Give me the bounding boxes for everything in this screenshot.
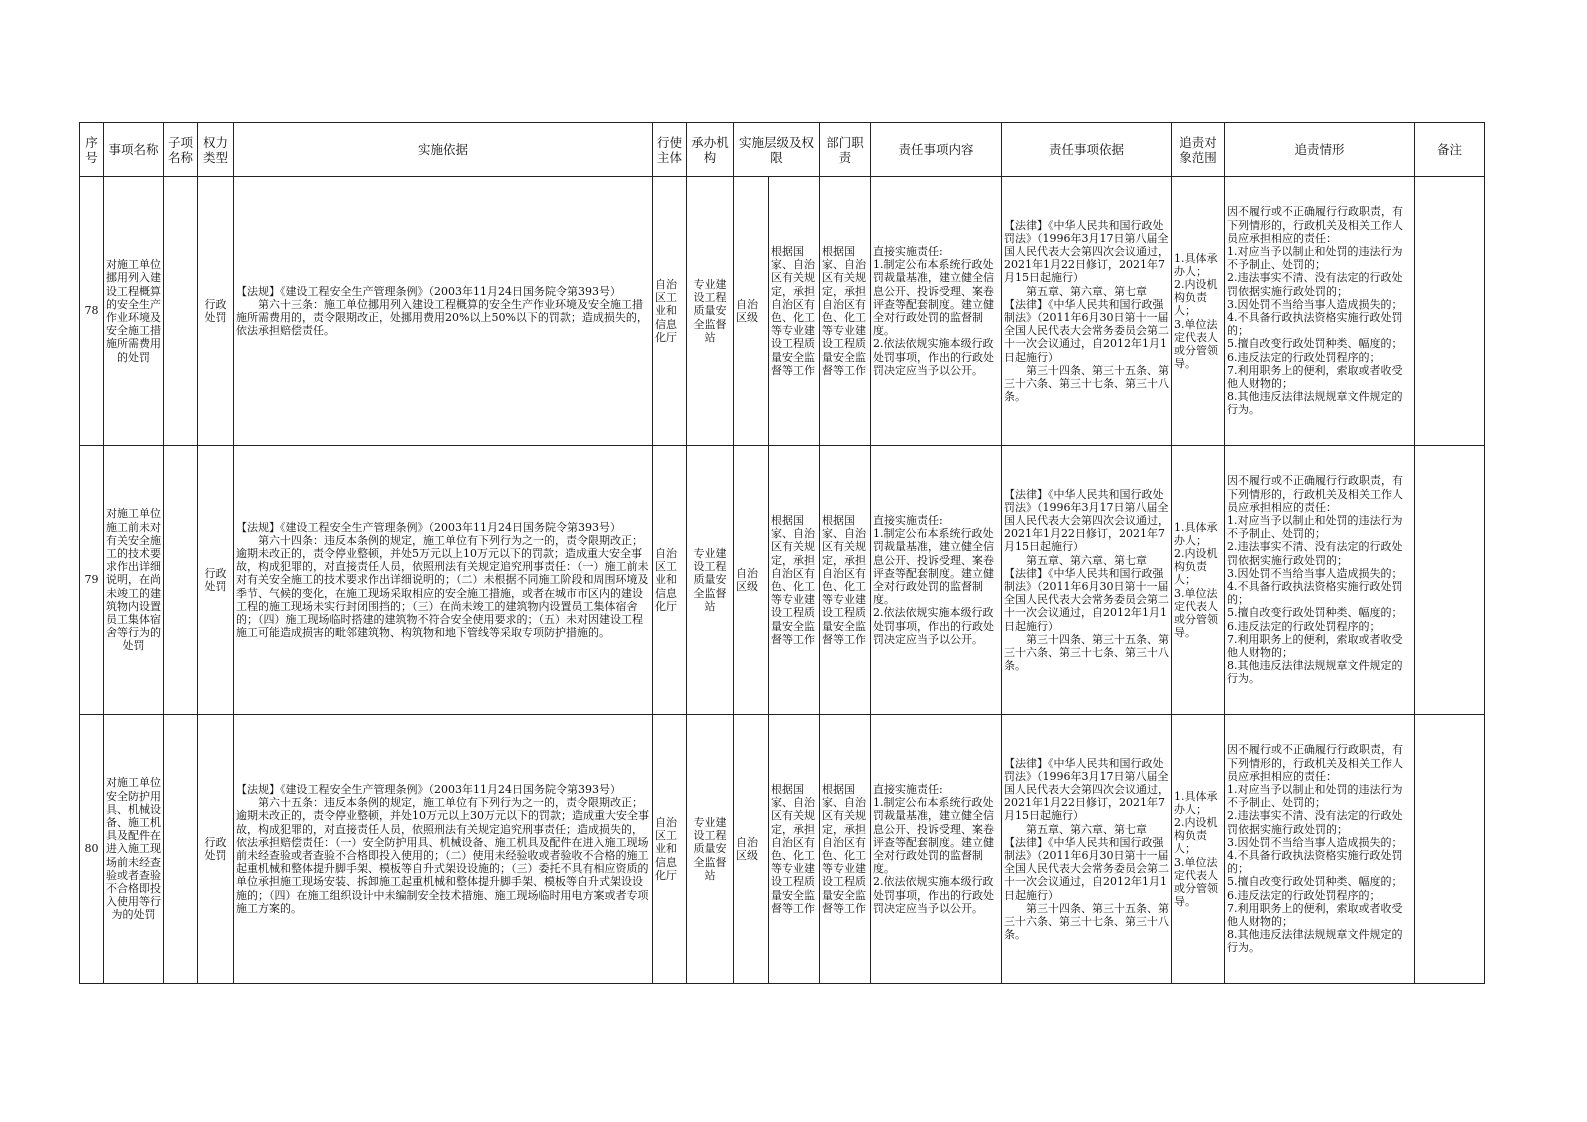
- row-name: 对施工单位施工前未对有关安全施工的技术要求作出详细说明，在尚未竣工的建筑物内设置员工集体宿舍等行为的处罚: [104, 446, 164, 715]
- row-basis: [234, 446, 653, 715]
- row-target: 1.具体承办人； 2.内设机构负责人； 3.单位法定代表人或分管领导。: [1172, 177, 1225, 446]
- row-no: 80: [80, 715, 104, 984]
- header-type: 权力类型: [198, 123, 234, 177]
- row-level: 自治区级: [734, 446, 769, 715]
- header-no: 序号: [80, 123, 104, 177]
- row-remark: [1415, 177, 1485, 446]
- row-resp: 直接实施责任: 1.制定公布本系统行政处罚裁量基准，建立健全信息公开、投诉受理、案卷评查等配套制度。建立健全对行政处罚的监督制度。 2.依法依规实施本级行政处罚事项，作出的行政处罚决定应当予以公开。: [871, 446, 1002, 715]
- header-name: 事项名称: [104, 123, 164, 177]
- row-name: 对施工单位安全防护用具、机械设备、施工机具及配件在进入施工现场前未经查验或者查验不合格即投入使用等行为的处罚: [104, 715, 164, 984]
- row-basis-title: 【法规】《建设工程安全生产管理条例》（2003年11月24日国务院令第393号）: [236, 782, 621, 796]
- header-sub: 子项名称: [164, 123, 198, 177]
- row-type: 行政处罚: [198, 715, 234, 984]
- row-basis-body: 第六十五条：违反本条例的规定，施工单位有下列行为之一的，责令限期改正；逾期未改正的，责令停业整顿，并处10万元以上30万元以下的罚款；造成重大安全事故，构成犯罪的，对直接责任人员，依照刑法有关规定追究刑事责任；造成损失的，依法承担赔偿责任：（一）安全防护用具、机械设备、施工机具及配件在进入施工现场前未经查验或者查验不合格即投入使用的；（二）使用未经验收或者验收不合格的施工起重机械和整体提升脚手架、模板等自升式架设设施的；（三）委托不具有相应资质的单位承担施工现场安装、拆卸施工起重机械和整体提升脚手架、模板等自升式架设设施的；（四）在施工组织设计中未编制安全技术措施、施工现场临时用电方案或者专项施工方案的。: [236, 796, 649, 915]
- table-row: [80, 177, 1485, 446]
- row-level-scope: 根据国家、自治区有关规定，承担自治区有色、化工等专业建设工程质量安全监督等工作: [769, 177, 820, 446]
- header-remark: 备注: [1415, 123, 1485, 177]
- row-accountability: 因不履行或不正确履行行政职责，有下列情形的，行政机关及相关工作人员应承担相应的责任： 1.对应当予以制止和处罚的违法行为不予制止、处罚的； 2.违法事实不清、没有法定的行政处罚依据实施行政处罚的； 3.因处罚不当给当事人造成损失的； 4.不具备行政执法资格实施行政处罚的； 5.擅自改变行政处罚种类、幅度的； 6.违反法定的行政处罚程序的； 7.利用职务上的便利，索取或者收受他人财物的； 8.其他违反法律法规规章文件规定的行为。: [1225, 177, 1415, 446]
- row-resp: 直接实施责任: 1.制定公布本系统行政处罚裁量基准，建立健全信息公开、投诉受理、案卷评查等配套制度。建立健全对行政处罚的监督制度。 2.依法依规实施本级行政处罚事项，作出的行政处罚决定应当予以公开。: [871, 715, 1002, 984]
- row-target: 1.具体承办人； 2.内设机构负责人； 3.单位法定代表人或分管领导。: [1172, 715, 1225, 984]
- header-target: 追责对象范围: [1172, 123, 1225, 177]
- row-level: 自治区级: [734, 177, 769, 446]
- row-subject: 自治区工业和信息化厅: [653, 177, 687, 446]
- row-resp: 直接实施责任: 1.制定公布本系统行政处罚裁量基准，建立健全信息公开、投诉受理、案卷评查等配套制度。建立健全对行政处罚的监督制度。 2.依法依规实施本级行政处罚事项，作出的行政处罚决定应当予以公开。: [871, 177, 1002, 446]
- table-row: [80, 446, 1485, 715]
- row-basis-title: 【法规】《建设工程安全生产管理条例》（2003年11月24日国务院令第393号）: [236, 284, 621, 298]
- header-resp-basis: 责任事项依据: [1002, 123, 1172, 177]
- power-list-table: [79, 122, 1485, 984]
- row-sub: [164, 715, 198, 984]
- row-duty: 根据国家、自治区有关规定，承担自治区有色、化工等专业建设工程质量安全监督等工作: [820, 446, 871, 715]
- row-remark: [1415, 715, 1485, 984]
- row-basis-body: 第六十四条：违反本条例的规定，施工单位有下列行为之一的，责令限期改正；逾期未改正的，责令停业整顿，并处5万元以上10万元以下的罚款；造成重大安全事故，构成犯罪的，对直接责任人员，依照刑法有关规定追究刑事责任：（一）施工前未对有关安全施工的技术要求作出详细说明的；（二）未根据不同施工阶段和周围环境及季节、气候的变化，在施工现场采取相应的安全施工措施，或者在城市市区内的建设工程的施工现场未实行封闭围挡的；（三）在尚未竣工的建筑物内设置员工集体宿舍的；（四）施工现场临时搭建的建筑物不符合安全使用要求的；（五）未对因建设工程施工可能造成损害的毗邻建筑物、构筑物和地下管线等采取专项防护措施的。: [236, 533, 649, 640]
- header-basis: 实施依据: [234, 123, 653, 177]
- header-level: 实施层级及权限: [734, 123, 820, 177]
- row-org: 专业建设工程质量安全监督站: [687, 715, 734, 984]
- row-accountability: 因不履行或不正确履行行政职责，有下列情形的，行政机关及相关工作人员应承担相应的责任： 1.对应当予以制止和处罚的违法行为不予制止、处罚的； 2.违法事实不清、没有法定的行政处罚依据实施行政处罚的； 3.因处罚不当给当事人造成损失的； 4.不具备行政执法资格实施行政处罚的； 5.擅自改变行政处罚种类、幅度的； 6.违反法定的行政处罚程序的； 7.利用职务上的便利，索取或者收受他人财物的； 8.其他违反法律法规规章文件规定的行为。: [1225, 446, 1415, 715]
- row-level-scope: 根据国家、自治区有关规定，承担自治区有色、化工等专业建设工程质量安全监督等工作: [769, 715, 820, 984]
- header-subject: 行使主体: [653, 123, 687, 177]
- row-basis-title: 【法规】《建设工程安全生产管理条例》（2003年11月24日国务院令第393号）: [236, 520, 621, 534]
- row-type: 行政处罚: [198, 446, 234, 715]
- row-subject: 自治区工业和信息化厅: [653, 446, 687, 715]
- row-resp-basis: 【法律】《中华人民共和国行政处罚法》（1996年3月17日第八届全国人民代表大会第四次会议通过，2021年1月22日修订，2021年7月15日起施行） 第五章、第六章、第七章 【法律】《中华人民共和国行政强制法》（2011年6月30日第十一届全国人民代表大会常务委员会第二十一次会议通过，自2012年1月1日起施行） 第三十四条、第三十五条、第三十六条、第三十七条、第三十八条。: [1002, 446, 1172, 715]
- row-basis: [234, 177, 653, 446]
- row-org: 专业建设工程质量安全监督站: [687, 177, 734, 446]
- row-no: 78: [80, 177, 104, 446]
- row-duty: 根据国家、自治区有关规定，承担自治区有色、化工等专业建设工程质量安全监督等工作: [820, 177, 871, 446]
- row-level: 自治区级: [734, 715, 769, 984]
- row-basis-body: 第六十三条：施工单位挪用列入建设工程概算的安全生产作业环境及安全施工措施所需费用的，责令限期改正，处挪用费用20%以上50%以下的罚款；造成损失的，依法承担赔偿责任。: [236, 297, 648, 338]
- table-row: [80, 715, 1485, 984]
- header-org: 承办机构: [687, 123, 734, 177]
- row-accountability: 因不履行或不正确履行行政职责，有下列情形的，行政机关及相关工作人员应承担相应的责任： 1.对应当予以制止和处罚的违法行为不予制止、处罚的； 2.违法事实不清、没有法定的行政处罚依据实施行政处罚的； 3.因处罚不当给当事人造成损失的； 4.不具备行政执法资格实施行政处罚的； 5.擅自改变行政处罚种类、幅度的； 6.违反法定的行政处罚程序的； 7.利用职务上的便利，索取或者收受他人财物的； 8.其他违反法律法规规章文件规定的行为。: [1225, 715, 1415, 984]
- row-subject: 自治区工业和信息化厅: [653, 715, 687, 984]
- row-org: 专业建设工程质量安全监督站: [687, 446, 734, 715]
- row-basis: [234, 715, 653, 984]
- row-type: 行政处罚: [198, 177, 234, 446]
- row-name: 对施工单位挪用列入建设工程概算的安全生产作业环境及安全施工措施所需费用的处罚: [104, 177, 164, 446]
- row-target: 1.具体承办人； 2.内设机构负责人； 3.单位法定代表人或分管领导。: [1172, 446, 1225, 715]
- row-resp-basis: 【法律】《中华人民共和国行政处罚法》（1996年3月17日第八届全国人民代表大会第四次会议通过，2021年1月22日修订，2021年7月15日起施行） 第五章、第六章、第七章 【法律】《中华人民共和国行政强制法》（2011年6月30日第十一届全国人民代表大会常务委员会第二十一次会议通过，自2012年1月1日起施行） 第三十四条、第三十五条、第三十六条、第三十七条、第三十八条。: [1002, 177, 1172, 446]
- row-sub: [164, 177, 198, 446]
- row-resp-basis: 【法律】《中华人民共和国行政处罚法》（1996年3月17日第八届全国人民代表大会第四次会议通过，2021年1月22日修订，2021年7月15日起施行） 第五章、第六章、第七章 【法律】《中华人民共和国行政强制法》（2011年6月30日第十一届全国人民代表大会常务委员会第二十一次会议通过，自2012年1月1日起施行） 第三十四条、第三十五条、第三十六条、第三十七条、第三十八条。: [1002, 715, 1172, 984]
- row-sub: [164, 446, 198, 715]
- header-row: [80, 123, 1485, 177]
- header-accountability: 追责情形: [1225, 123, 1415, 177]
- row-remark: [1415, 446, 1485, 715]
- row-duty: 根据国家、自治区有关规定，承担自治区有色、化工等专业建设工程质量安全监督等工作: [820, 715, 871, 984]
- row-no: 79: [80, 446, 104, 715]
- header-duty: 部门职责: [820, 123, 871, 177]
- row-level-scope: 根据国家、自治区有关规定，承担自治区有色、化工等专业建设工程质量安全监督等工作: [769, 446, 820, 715]
- header-resp: 责任事项内容: [871, 123, 1002, 177]
